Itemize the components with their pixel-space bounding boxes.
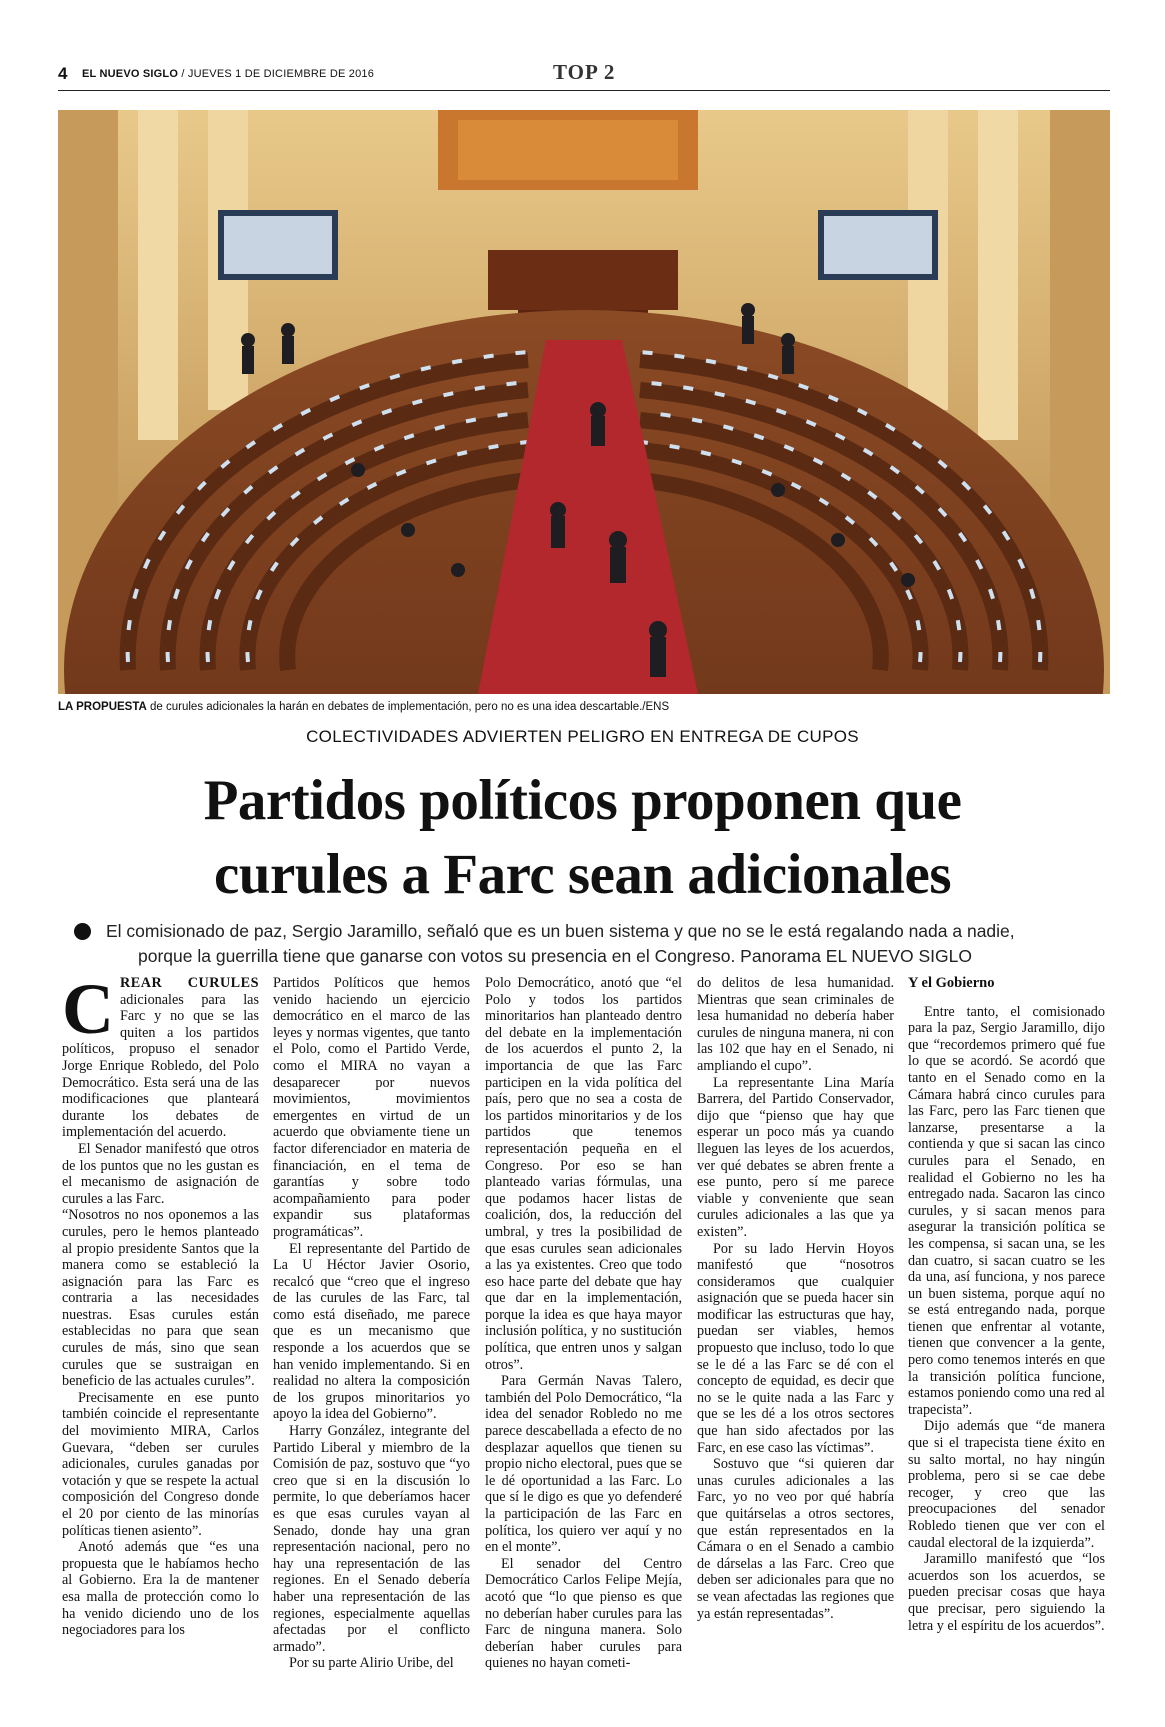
paragraph-text: adicionales para las Farc y no que se las quiten a los partidos políticos, propuso el senador Jorge Enrique Robledo, del Polo Democrático. Esta será una de las modificaciones que planteará durante los debates de implementación del acuerdo. — [62, 991, 259, 1141]
paragraph: Por su parte Alirio Uribe, del — [289, 1655, 454, 1672]
article-kicker: COLECTIVIDADES ADVIERTEN PELIGRO EN ENTREGA DE CUPOS — [306, 727, 859, 746]
paragraph: El Senador manifestó que otros de los puntos que no les gustan es el mecanismo de asignación de curules a las Farc. — [62, 1140, 259, 1207]
paragraph: Dijo además que “de manera que si el trapecista tiene éxito en su salto mortal, no hay ningún problema, pero si se cae debe recoger, y creo que las preocupaciones del senador Robledo tienen que ver con el caudal electoral de la izquierda”. — [908, 1418, 1105, 1551]
article-column-1 — [62, 975, 259, 1675]
paragraph: Por su lado Hervin Hoyos manifestó que “nosotros consideramos que cualquier asignación que se pueda hacer sin modificar las estructuras que hay, puedan ser viables, hemos propuesto que incluso, todo lo que se le dé a las Farc se dé con el concepto de equidad, es decir que no se le quite nada a las Farc y que se les dé a los otros sectores que han sido afectados por las Farc, en ese caso las víctimas”. — [697, 1240, 894, 1456]
drop-cap: C — [62, 975, 114, 1049]
paragraph: El representante del Partido de La U Héctor Javier Osorio, recalcó que “creo que el ingreso de las curules de las Farc, tal como está diseñado, me parece que es un mecanismo que responde a los acuerdos que se han venido implementando. Si en realidad no altera la composición de los grupos minoritarios yo apoyo la idea del Gobierno”. — [273, 1240, 470, 1423]
paragraph: “Nosotros no nos oponemos a las curules, pero le hemos planteado al propio presidente Santos que la manera como se estableció la asignación para las Farc es contraria a las necesidades nuestras. Esas curules están establecidas no para que sean curules de más, sino que sean curules que se sustraigan en beneficio de las actuales curules”. — [62, 1207, 259, 1390]
article-column-4 — [697, 975, 894, 1675]
article-column-3 — [485, 975, 682, 1675]
paragraph: Anotó además que “es una propuesta que le habíamos hecho al Gobierno. Era la de mantener esa malla de protección como lo ha venido diciendo uno de los negociadores para los — [62, 1539, 259, 1639]
paragraph: El senador del Centro Democrático Carlos Felipe Mejía, acotó que “lo que pienso es que no deberían haber curules para las Farc de ninguna manera. Solo deberían haber curules para quienes no hayan cometi- — [485, 1555, 682, 1672]
headline-line-1: Partidos políticos proponen que — [203, 769, 962, 832]
caption-lead: LA PROPUESTA — [58, 701, 147, 713]
lead-in: REAR CURULES — [120, 975, 259, 991]
paragraph: Para Germán Navas Talero, también del Polo Democrático, “la idea del senador Robledo no me parece descabellada a efecto de no desplazar aquellos que tienen su propio nicho electoral, pues que se le dé oportunidad a las Farc. Lo que sí le digo es que yo defenderé la participación de las Farc en política, los quiero ver aquí y no en el monte”. — [485, 1373, 682, 1556]
deck-line-1: El comisionado de paz, Sergio Jaramillo, señaló que es un buen sistema y que no se le está regalando nada a nadie, — [106, 921, 1015, 941]
paragraph: Sostuvo que “si quieren dar unas curules adicionales a las Farc, yo no veo por qué habría que quitárselas a otros sectores, que están representados en la Cámara o en el Senado a cambio de dárselas a las Farc. Creo que deben ser adicionales para que no se vean afectadas las regiones que ya están representadas”. — [697, 1456, 894, 1622]
paragraph: Partidos Políticos que hemos venido haciendo un ejercicio democrático en el marco de las leyes y normas vigentes, que tanto el Polo, como el Partido Verde, como el MIRA no vayan a desaparecer por nuevos movimientos, movimientos emergentes en virtud de un acuerdo que obviamente tiene un factor diferenciador en materia de financiación, en el tema de garantías y sobre todo acompañamiento para poder expandir sus plataformas programáticas”. — [273, 975, 470, 1240]
paragraph: Polo Democrático, anotó que “el Polo y todos los partidos minoritarios han planteado dentro del debate en la implementación de los acuerdos el punto 2, la importancia de que las Farc participen en la vida política del país, pero que no sea a costa de los partidos minoritarios y de los partidos que tenemos representación pequeña en el Congreso. Por eso se han planteado varias fórmulas, una que podamos hacer listas de coalición, dos, la reducción del umbral, y tres la posibilidad de que esas curules sean adicionales a las ya existentes. Creo que todo eso hace parte del debate que hay que dar en la implementación, porque la idea es que haya mayor inclusión política, y no sustitución política, que entren unos y salgan otros”. — [485, 975, 682, 1373]
page-number: 4 — [58, 64, 68, 83]
paragraph: Jaramillo manifestó que “los acuerdos son los acuerdos, se pueden precisar cosas que haya que precisar, pero siguiendo la letra y el espíritu de los acuerdos”. — [908, 1551, 1105, 1634]
article-column-2 — [273, 975, 470, 1675]
paragraph: do delitos de lesa humanidad. Mientras que sean criminales de lesa humanidad no debería haber curules de ninguna manera, ni con las 102 que hay en el Senado, ni ampliando el cupo”. — [697, 975, 894, 1074]
paragraph: Precisamente en ese punto también coincide el representante del movimiento MIRA, Carlos Guevara, “deben ser curules adicionales, curules ganadas por votación y que se respete la actual composición del Congreso donde el 20 por ciento de las minorías políticas tienen asiento”. — [62, 1389, 259, 1539]
publication-line — [82, 68, 374, 80]
paragraph — [62, 975, 259, 1141]
caption-text: de curules adicionales la harán en debates de implementación, pero no es una idea descartable./ENS — [146, 701, 670, 713]
issue-date: / JUEVES 1 DE DICIEMBRE DE 2016 — [181, 68, 375, 80]
publication-name: EL NUEVO SIGLO — [82, 68, 179, 80]
subheading: Y el Gobierno — [908, 975, 995, 991]
deck-line-2: porque la guerrilla tiene que ganarse con votos su presencia en el Congreso. Panorama EL NUEVO SIGLO — [138, 946, 972, 966]
paragraph: La representante Lina María Barrera, del Partido Conservador, dijo que “pienso que hay que esperar un poco más ya cuando lleguen las leyes de los acuerdos, ver qué debates se abren frente a ese punto, pero sí me parece viable y conveniente que sean curules adicionales a las que ya existen”. — [697, 1074, 894, 1240]
article-headline — [60, 764, 1105, 912]
section-title: TOP 2 — [553, 60, 616, 84]
headline-line-2: curules a Farc sean adicionales — [213, 843, 952, 906]
page-header — [58, 62, 1110, 91]
article-column-5 — [908, 975, 1105, 1675]
paragraph: Harry González, integrante del Partido Liberal y miembro de la Comisión de paz, sostuvo que “yo creo que si en la discusión lo permite, lo que deberíamos hacer es que esas curules vayan al Senado, donde hay una gran representación nacional, pero no hay una representación de las regiones. En el Senado debería haber una representación de las regiones, especialmente aquellas afectadas por el conflicto armado”. — [273, 1423, 470, 1655]
paragraph: Entre tanto, el comisionado para la paz, Sergio Jaramillo, dijo que “recordemos primero qué fue lo que se acordó. Se acordó que tanto en el Senado como en la Cámara habrá cinco curules para las Farc, pero las Farc tienen que lanzarse, presentarse a la contienda y que si sacan las cinco curules para el Senado, en realidad el Gobierno no les ha entregado nada. Sacaron las cinco curules, y si sacan menos para asegurar la transición política se les compensa, si sacan una, se les dan cuatro, si sacan cuatro se les da una, así funciona, y nos parece un buen sistema, porque aquí no se está entregando nada, porque tienen que enfrentar al votante, tienen que convencer a la gente, pero como tenemos interés en que la transición política funcione, estamos poniendo como una red al trapecista”. — [908, 1003, 1105, 1418]
photo-caption — [58, 701, 1110, 713]
bullet-icon — [74, 923, 91, 940]
congress-chamber-photo — [58, 110, 1110, 694]
